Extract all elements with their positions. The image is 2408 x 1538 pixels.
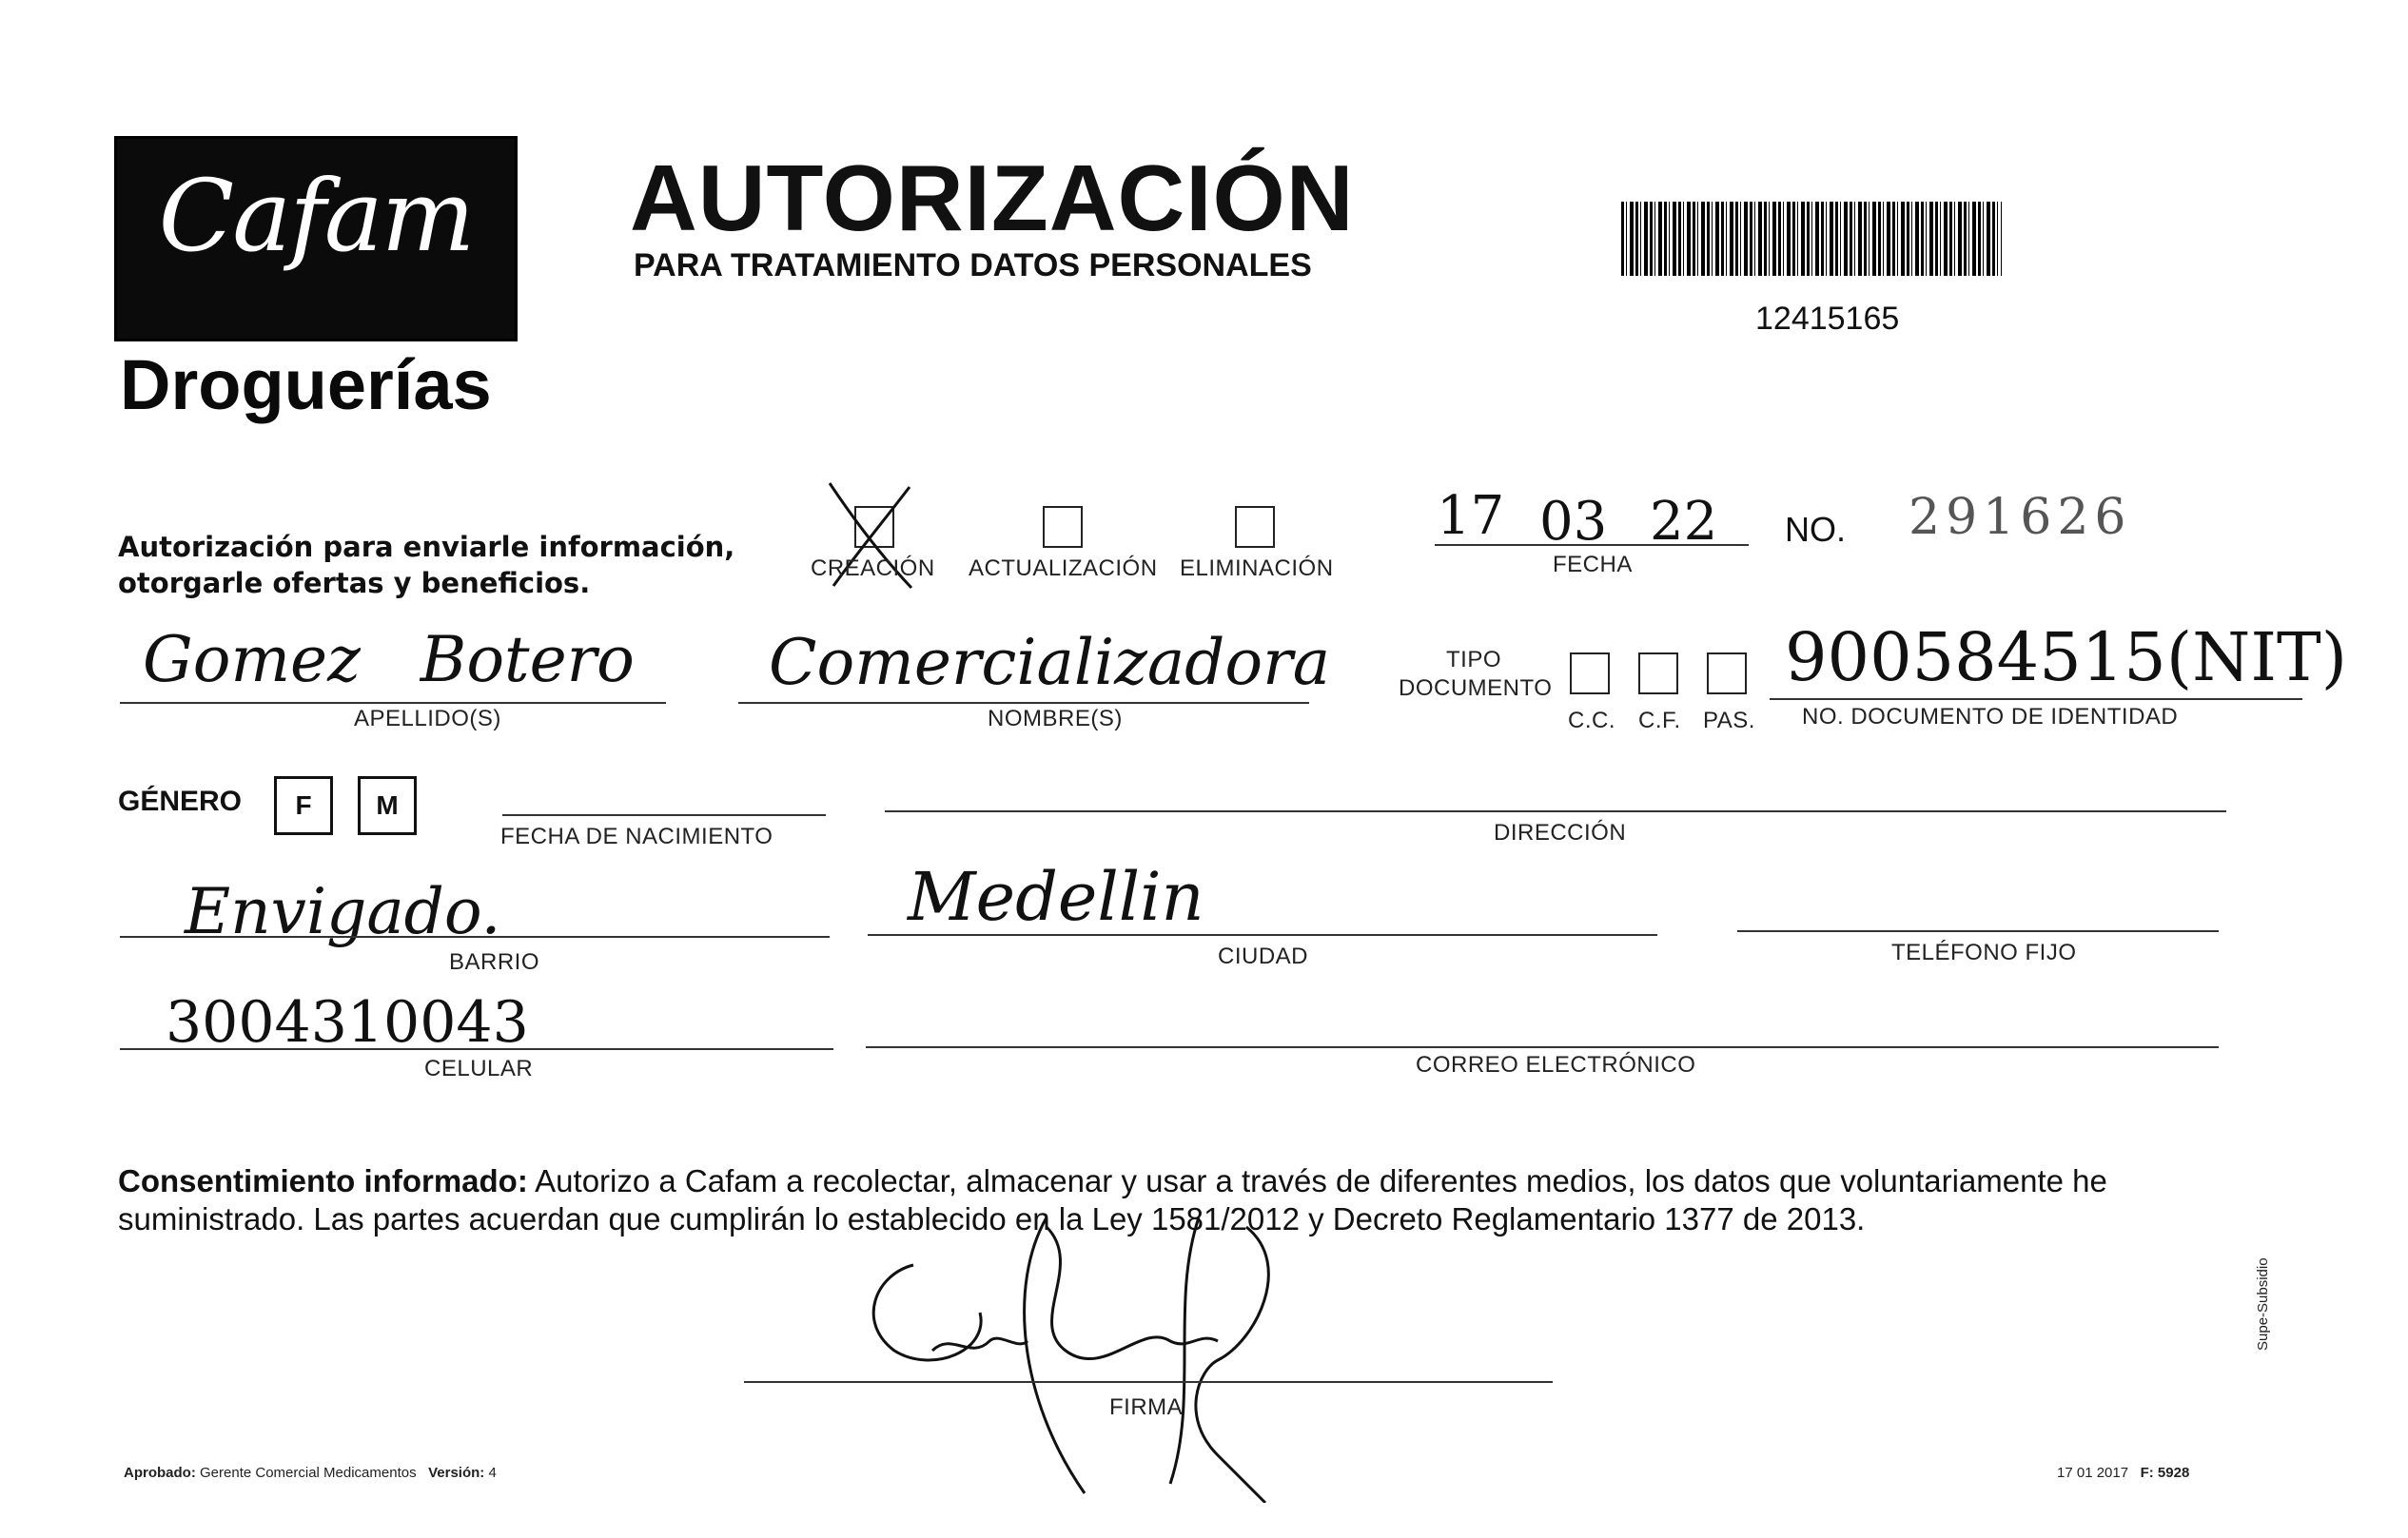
fecha-month: 03 [1539,491,1608,553]
direccion-line [885,810,2226,812]
documento-label: NO. DOCUMENTO DE IDENTIDAD [1802,704,2179,730]
ciudad-line [868,934,1657,936]
barrio-value: Envigado. [185,875,501,948]
brand-subtitle: Droguerías [120,345,492,424]
celular-label: CELULAR [424,1056,534,1081]
form-code: F: 5928 [2140,1465,2190,1481]
direccion-label: DIRECCIÓN [1494,820,1627,846]
actualizacion-checkbox[interactable] [1043,506,1083,548]
signature-drawing [856,1208,1351,1503]
apellidos-value: Gomez Botero [143,623,635,696]
consent-text: Autorizo a Cafam a recolectar, almacenar y usar a través de diferentes medios, los datos que voluntariamente he suministrado. Las partes acuerdan que cumplirán lo establecido en la Ley 1581/2012 y Decreto Reglamentario 1377 de 2013. [118,1163,2107,1236]
correo-label: CORREO ELECTRÓNICO [1416,1052,1696,1078]
fecha-year: 22 [1650,491,1718,553]
form-title: AUTORIZACIÓN [630,146,1355,250]
genero-m-checkbox[interactable]: M [358,776,417,835]
apellidos-label: APELLIDO(S) [354,706,501,731]
side-text: Supe-Subsidio [2255,1257,2271,1351]
cf-checkbox[interactable] [1638,652,1678,694]
ciudad-label: CIUDAD [1218,944,1309,969]
eliminacion-label: ELIMINACIÓN [1180,555,1334,581]
version-label: Versión: [428,1465,485,1481]
nombres-value: Comercializadora [769,626,1331,699]
intro-text [118,529,746,601]
firma-line [744,1381,1553,1383]
fecha-line [1435,544,1749,546]
pas-checkbox[interactable] [1707,652,1747,694]
documento-line [1770,698,2302,700]
telefono-label: TELÉFONO FIJO [1891,940,2077,965]
correo-line [866,1046,2219,1048]
aprobado-label: Aprobado: [124,1465,196,1481]
barcode [1621,202,2002,276]
tipo-label-2: DOCUMENTO [1399,675,1553,701]
telefono-line [1737,930,2219,932]
intro-line-1: Autorización para enviarle información, [118,531,735,563]
celular-line [120,1048,833,1050]
fecha-nacimiento-line [502,814,826,816]
nombres-line [738,702,1309,704]
cc-checkbox[interactable] [1570,652,1610,694]
aprobado-value: Gerente Comercial Medicamentos [200,1465,417,1481]
numero-label: NO. [1785,510,1847,549]
barcode-number: 12415165 [1755,301,1900,337]
genero-f-checkbox[interactable]: F [274,776,333,835]
firma-label: FIRMA [1109,1394,1184,1420]
fecha-nacimiento-label: FECHA DE NACIMIENTO [500,824,773,849]
pas-label: PAS. [1703,708,1755,733]
celular-value: 3004310043 [166,989,529,1056]
fecha-label: FECHA [1553,552,1633,577]
footer-left [124,1465,497,1481]
barrio-label: BARRIO [449,949,540,975]
consent-heading: Consentimiento informado: [118,1163,528,1198]
nombres-label: NOMBRE(S) [988,706,1123,731]
numero-value: 291626 [1909,489,2132,546]
ciudad-value: Medellin [908,858,1204,936]
date-code: 17 01 2017 [2057,1465,2129,1481]
apellidos-line [120,702,666,704]
version-value: 4 [488,1465,497,1481]
tipo-label-1: TIPO [1446,647,1502,672]
documento-value: 900584515(NIT) [1785,618,2348,696]
eliminacion-checkbox[interactable] [1235,506,1275,548]
barrio-line [120,936,830,938]
fecha-day: 17 [1437,485,1505,547]
cc-label: C.C. [1568,708,1615,733]
cafam-logo [114,136,518,341]
intro-line-2: otorgarle ofertas y beneficios. [118,567,591,599]
footer-right [2057,1465,2189,1481]
form-subtitle: PARA TRATAMIENTO DATOS PERSONALES [634,247,1312,283]
cf-label: C.F. [1638,708,1681,733]
actualizacion-label: ACTUALIZACIÓN [969,555,1158,581]
creacion-label: CREACIÓN [811,555,935,581]
genero-label: GÉNERO [118,786,243,817]
logo-text: Cafam [158,158,474,274]
